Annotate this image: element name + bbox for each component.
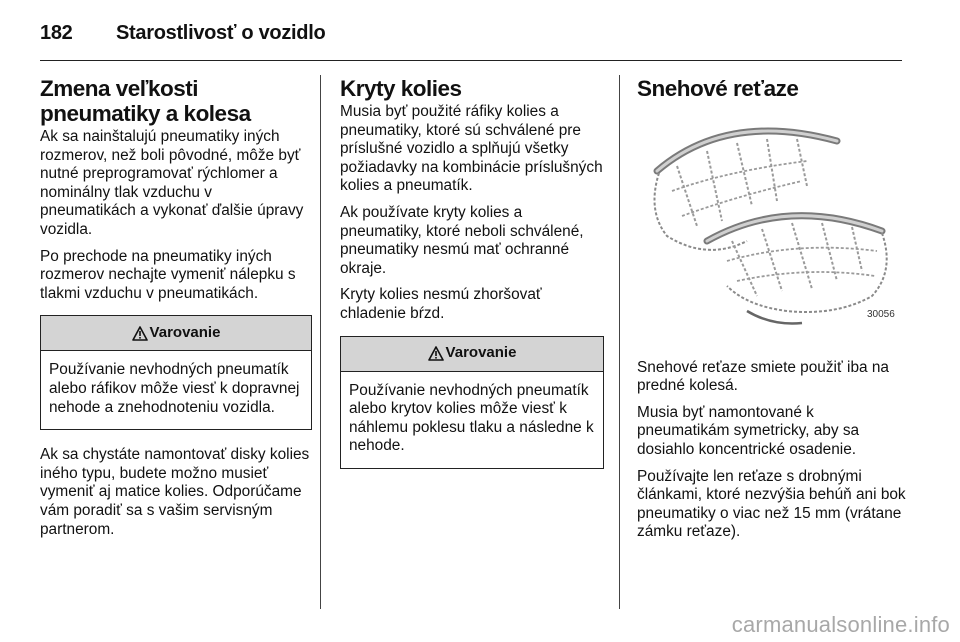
warning-triangle-icon — [428, 346, 444, 361]
column-tire-size — [40, 76, 312, 547]
warning-box — [40, 315, 312, 430]
warning-header — [41, 316, 311, 351]
section-heading-wheel-covers: Kryty kolies — [340, 76, 462, 101]
warning-triangle-icon — [132, 326, 148, 341]
header-rule — [40, 60, 902, 61]
warning-title: Varovanie — [149, 324, 221, 342]
section-heading-tire-size: Zmena veľkosti pneumatiky a kolesa — [40, 76, 251, 126]
page-number: 182 — [40, 22, 73, 44]
warning-box — [340, 336, 604, 469]
paragraph: Po prechode na pneumatiky iných rozmerov nechajte vymeniť nálepku s tlakmi vzduchu v pneumatikách. — [40, 247, 296, 302]
paragraph: Ak sa nainštalujú pneumatiky iných rozmerov, než boli pôvodné, môže byť nutné preprogramovať rýchlomer a nominálny tlak vzduchu v pneumatikách a vykonať ďalšie úpravy vozidla. — [40, 128, 304, 238]
paragraph: Musia byť použité ráfiky kolies a pneumatiky, ktoré sú schválené pre príslušné vozidlo a splňujú všetky požiadavky na kombinácie príslušných kolies a pneumatík. — [340, 103, 603, 195]
column-snow-chains — [637, 76, 907, 550]
warning-header — [341, 337, 603, 372]
paragraph: Používajte len reťaze s drobnými článkami, ktoré nezvýšia behúň ani bok pneumatiky o viac než 15 mm (vrátane zámku reťaze). — [637, 467, 906, 541]
warning-text: Používanie nevhodných pneumatík alebo ráfikov môže viesť k dopravnej nehode a znehodnoteniu vozidla. — [49, 361, 300, 416]
column-divider-2 — [619, 75, 620, 609]
paragraph: Ak používate kryty kolies a pneumatiky, ktoré neboli schválené, pneumatiky nesmú mať ochranné okraje. — [340, 203, 584, 277]
paragraph: Kryty kolies nesmú zhoršovať chladenie bŕzd. — [340, 286, 542, 322]
figure-number: 30056 — [867, 309, 895, 320]
column-divider-1 — [320, 75, 321, 609]
section-heading-snow-chains: Snehové reťaze — [637, 76, 799, 101]
chapter-title: Starostlivosť o vozidlo — [116, 22, 326, 44]
paragraph: Musia byť namontované k pneumatikám symetricky, aby sa dosiahlo koncentrické osadenie. — [637, 403, 860, 458]
warning-text: Používanie nevhodných pneumatík alebo krytov kolies môže viesť k náhlemu poklesu tlaku a následne k nehode. — [349, 381, 594, 455]
warning-title: Varovanie — [445, 344, 517, 362]
snow-chain-illustration — [637, 111, 899, 337]
watermark: carmanualsonline.info — [731, 612, 950, 637]
paragraph: Ak sa chystáte namontovať disky kolies iného typu, budete možno musieť vymeniť aj matice kolies. Odporúčame vám poradiť sa s vašim servisným partnerom. — [40, 446, 310, 538]
column-wheel-covers — [340, 76, 604, 485]
paragraph: Snehové reťaze smiete použiť iba na predné kolesá. — [637, 358, 889, 395]
page-header — [40, 22, 325, 45]
